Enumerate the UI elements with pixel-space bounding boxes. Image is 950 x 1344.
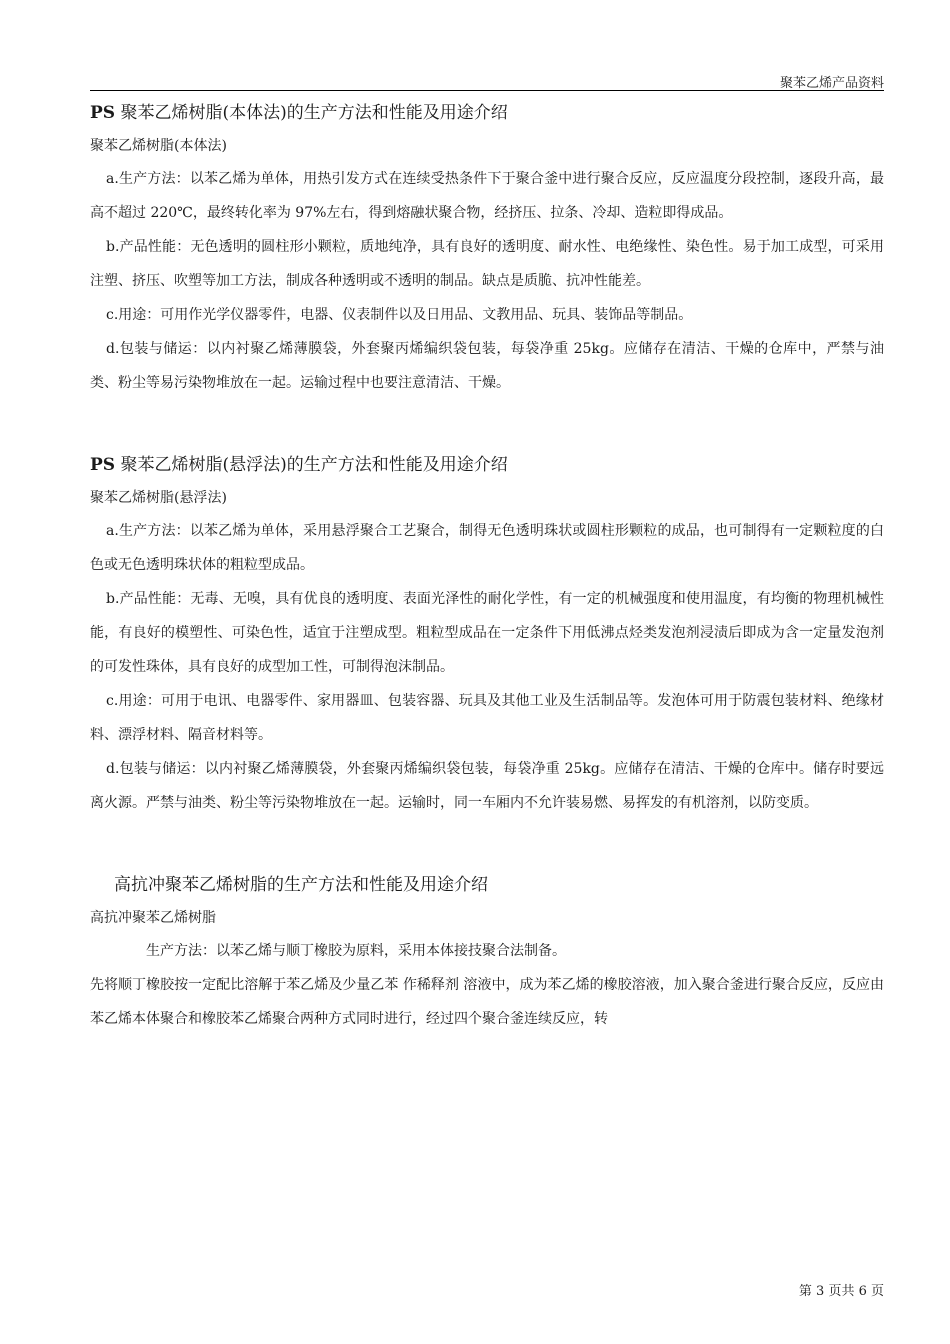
section-subtitle: 高抗冲聚苯乙烯树脂 [90,910,216,926]
section-suspension-method [90,448,884,820]
section-high-impact [90,868,884,1036]
paragraph-uses: c.用途：可用作光学仪器零件，电器、仪表制件以及日用品、文教用品、玩具、装饰品等制品。 [106,307,693,323]
paragraph-production: 生产方法：以苯乙烯与顺丁橡胶为原料，采用本体接技聚合法制备。 [146,943,566,959]
paragraph-packaging: d.包装与储运：以内衬聚乙烯薄膜袋，外套聚丙烯编织袋包装，每袋净重 25kg。应储存在清洁、干燥的仓库中，严禁与油类、粉尘等易污染物堆放在一起。运输过程中也要注意清洁、干燥。 [90,341,884,391]
section-title [90,448,884,482]
paragraph-packaging: d.包装与储运：以内衬聚乙烯薄膜袋，外套聚丙烯编织袋包装，每袋净重 25kg。应储存在清洁、干燥的仓库中。储存时要远离火源。严禁与油类、粉尘等污染物堆放在一起。运输时，同一车厢内不允许装易燃、易挥发的有机溶剂，以防变质。 [90,761,884,811]
title-text: 聚苯乙烯树脂(本体法)的生产方法和性能及用途介绍 [115,103,508,123]
section-subtitle: 聚苯乙烯树脂(悬浮法) [90,490,227,506]
paragraph-process: 先将顺丁橡胶按一定配比溶解于苯乙烯及少量乙苯 作稀释剂 溶液中，成为苯乙烯的橡胶溶液，加入聚合釜进行聚合反应，反应由苯乙烯本体聚合和橡胶苯乙烯聚合两种方式同时进行，经过四个聚合釜连续反应，转 [90,977,884,1027]
section-title [90,96,884,130]
header-rule [90,90,884,91]
paragraph-uses: c.用途：可用于电讯、电器零件、家用器皿、包装容器、玩具及其他工业及生活制品等。发泡体可用于防震包装材料、绝缘材料、漂浮材料、隔音材料等。 [90,693,884,743]
section-subtitle: 聚苯乙烯树脂(本体法) [90,138,227,154]
section-title: 高抗冲聚苯乙烯树脂的生产方法和性能及用途介绍 [114,875,488,895]
paragraph-production: a.生产方法：以苯乙烯为单体，采用悬浮聚合工艺聚合，制得无色透明珠状或圆柱形颗粒的成品，也可制得有一定颗粒度的白色或无色透明珠状体的粗粒型成品。 [90,523,884,573]
paragraph-properties: b.产品性能：无毒、无嗅，具有优良的透明度、表面光泽性的耐化学性，有一定的机械强度和使用温度，有均衡的物理机械性能，有良好的模塑性、可染色性，适宜于注塑成型。粗粒型成品在一定条件下用低沸点烃类发泡剂浸渍后即成为含一定量发泡剂的可发性珠体，具有良好的成型加工性，可制得泡沫制品。 [90,591,884,675]
paragraph-production: a.生产方法：以苯乙烯为单体，用热引发方式在连续受热条件下于聚合釜中进行聚合反应，反应温度分段控制，逐段升高，最高不超过 220℃，最终转化率为 97%左右，得到熔融状聚合物，经挤压、拉条、冷却、造粒即得成品。 [90,171,884,221]
page-header: 聚苯乙烯产品资料 [779,76,884,91]
title-text: 聚苯乙烯树脂(悬浮法)的生产方法和性能及用途介绍 [115,455,508,475]
page-number: 第 3 页共 6 页 [798,1284,884,1299]
title-prefix: PS [90,455,116,475]
section-bulk-method [90,96,884,400]
document-body [90,96,884,1036]
paragraph-properties: b.产品性能：无色透明的圆柱形小颗粒，质地纯净，具有良好的透明度、耐水性、电绝缘性、染色性。易于加工成型，可采用注塑、挤压、吹塑等加工方法，制成各种透明或不透明的制品。缺点是质脆、抗冲性能差。 [90,239,884,289]
title-prefix: PS [90,103,116,123]
